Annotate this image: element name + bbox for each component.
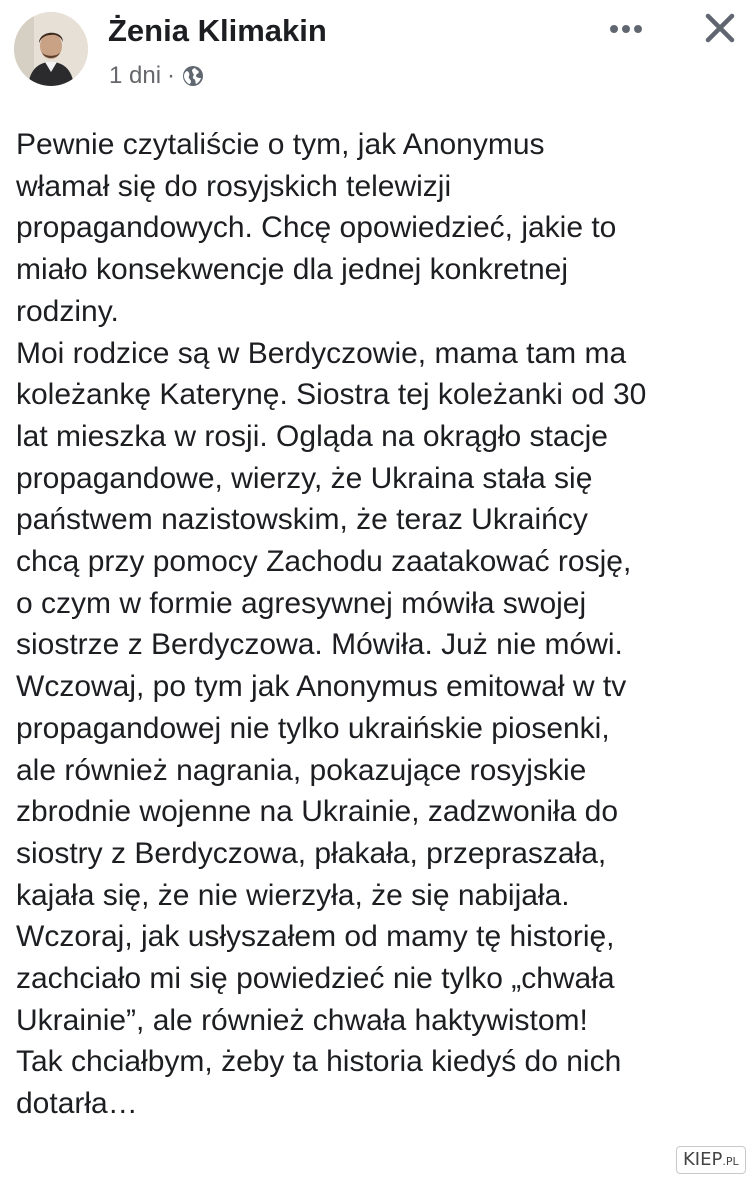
post-text-line: kajała się, że nie wierzyła, że się nabijała. — [16, 878, 570, 912]
post-text-line: siostrze z Berdyczowa. Mówiła. Już nie mówi. — [16, 628, 623, 662]
post-text-line: dotarła… — [16, 1087, 138, 1121]
post-text-line: miało konsekwencje dla jednej konkretnej — [16, 253, 568, 287]
post-text-line: państwem nazistowskim, że teraz Ukraińcy — [16, 503, 588, 537]
more-dots-icon — [609, 24, 643, 34]
post-text-line: propagandowej nie tylko ukraińskie piosenki, — [16, 711, 610, 745]
post-text-line: propagandowych. Chcę opowiedzieć, jakie to — [16, 211, 617, 245]
post-text-line: Ukrainie”, ale również chwała haktywistom! — [16, 1003, 588, 1037]
watermark-text: KIEP — [683, 1149, 723, 1170]
globe-icon[interactable] — [181, 64, 205, 88]
close-icon — [704, 12, 736, 44]
post-header — [0, 0, 750, 100]
more-options-button[interactable] — [606, 14, 646, 44]
post-text-line: chcą przy pomocy Zachodu zaatakować rosję, — [16, 545, 632, 579]
meta-separator: · — [167, 62, 176, 89]
avatar-image — [14, 12, 88, 86]
close-button[interactable] — [698, 8, 742, 48]
post-text-line: lat mieszka w rosji. Ogląda na okrągło stacje — [16, 419, 608, 453]
author-name[interactable]: Żenia Klimakin — [108, 13, 327, 48]
post-text-line: rodziny. — [16, 294, 119, 328]
post-text-line: Moi rodzice są w Berdyczowie, mama tam ma — [16, 336, 627, 370]
post-text-line: ale również nagrania, pokazujące rosyjskie — [16, 753, 587, 787]
post-text — [16, 124, 740, 1125]
post-text-line: Wczowaj, po tym jak Anonymus emitował w tv — [16, 670, 627, 704]
post-text-line: Pewnie czytaliście o tym, jak Anonymus — [16, 128, 545, 161]
watermark-suffix: .PL — [722, 1155, 739, 1168]
site-watermark — [676, 1146, 746, 1174]
post-text-line: propagandowe, wierzy, że Ukraina stała się — [16, 461, 593, 495]
post-text-line: koleżankę Katerynę. Siostra tej koleżanki od 30 — [16, 378, 647, 412]
post-meta — [109, 61, 205, 91]
post-text-line: zachciało mi się powiedzieć nie tylko „chwała — [16, 962, 615, 996]
post-text-line: o czym w formie agresywnej mówiła swojej — [16, 586, 587, 620]
post-text-line: Tak chciałbym, żeby ta historia kiedyś do nich — [16, 1045, 622, 1079]
post-text-line: siostry z Berdyczowa, płakała, przepraszała, — [16, 836, 607, 870]
post-text-line: zbrodnie wojenne na Ukrainie, zadzwoniła do — [16, 795, 619, 829]
avatar[interactable] — [14, 12, 88, 86]
post-text-line: Wczoraj, jak usłyszałem od mamy tę historię, — [16, 920, 615, 954]
post-time[interactable]: 1 dni — [109, 62, 162, 89]
post-text-line: włamał się do rosyjskich telewizji — [16, 169, 452, 203]
